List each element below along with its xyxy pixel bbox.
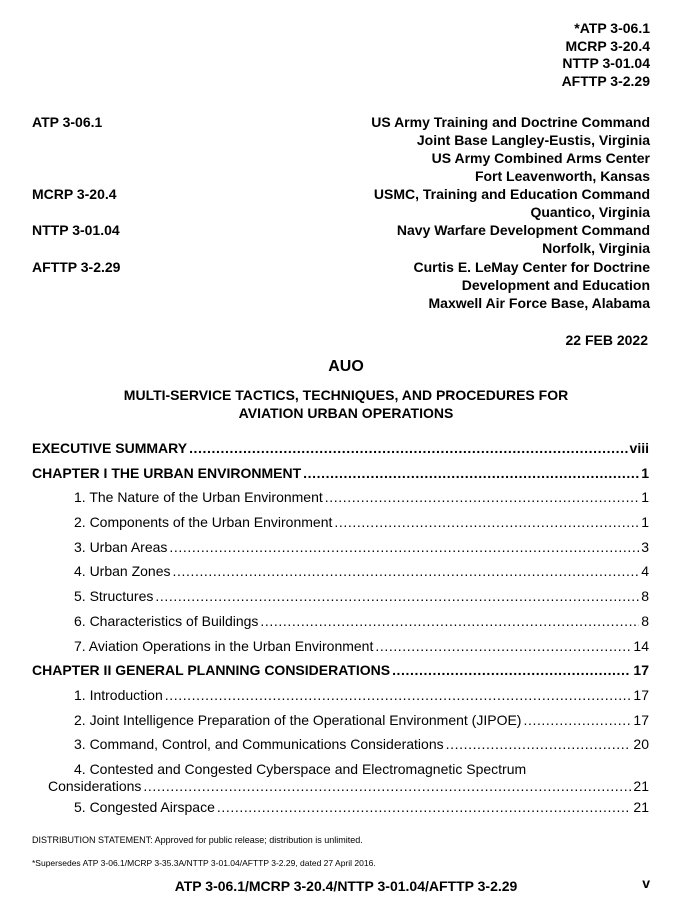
toc-page: 8 [641, 612, 649, 629]
table-of-contents [32, 440, 649, 824]
org-line: US Army Training and Doctrine Command [371, 114, 650, 130]
toc-label: 5. Congested Airspace [74, 798, 215, 815]
toc-page: 21 [633, 798, 649, 815]
toc-page: 17 [633, 662, 649, 679]
pub-number-mcrp: MCRP 3-20.4 [565, 37, 650, 54]
org-line: Fort Leavenworth, Kansas [474, 168, 650, 184]
toc-entry[interactable] [32, 588, 649, 613]
toc-leader [392, 662, 631, 678]
pub-number-nttp: NTTP 3-01.04 [562, 55, 650, 71]
toc-leader [260, 613, 639, 629]
toc-label: 2. Components of the Urban Environment [74, 514, 333, 531]
publication-numbers [562, 20, 650, 90]
toc-label: CHAPTER II GENERAL PLANNING CONSIDERATIONS [32, 662, 391, 679]
toc-leader [325, 489, 639, 505]
toc-label: 2. Joint Intelligence Preparation of the Operational Environment (JIPOE) [74, 711, 522, 728]
toc-label: 4. Urban Zones [74, 563, 171, 580]
toc-entry-executive-summary[interactable] [32, 440, 649, 465]
org-block-usmc [374, 185, 650, 221]
toc-entry[interactable] [32, 736, 649, 761]
toc-leader [303, 465, 639, 481]
toc-label: 6. Characteristics of Buildings [74, 612, 259, 629]
page-footer: ATP 3-06.1/MCRP 3-20.4/NTTP 3-01.04/AFTTP 3-2.29 [174, 878, 518, 894]
toc-entry[interactable] [32, 489, 649, 514]
org-line: Development and Education [461, 277, 650, 293]
toc-leader [334, 514, 639, 530]
pub-number-atp: *ATP 3-06.1 [574, 20, 650, 36]
toc-page: 21 [633, 777, 649, 794]
toc-page: 1 [641, 514, 649, 531]
org-line: Navy Warfare Development Command [396, 222, 650, 238]
toc-leader [169, 539, 639, 555]
org-block-navy [397, 221, 650, 257]
toc-label: 3. Urban Areas [74, 538, 168, 555]
org-pub-atp: ATP 3-06.1 [32, 114, 103, 130]
toc-entry[interactable] [32, 761, 649, 795]
toc-page: 17 [633, 686, 649, 703]
org-line: Norfolk, Virginia [542, 240, 650, 256]
toc-entry[interactable] [32, 687, 649, 712]
org-pub-nttp: NTTP 3-01.04 [32, 222, 120, 238]
org-line: Maxwell Air Force Base, Alabama [428, 295, 650, 311]
toc-label: 1. Introduction [74, 686, 163, 703]
long-title [0, 386, 692, 422]
toc-page: 4 [641, 563, 649, 580]
org-block-airforce [414, 258, 651, 312]
short-title: AUO [328, 358, 364, 375]
org-line: USMC, Training and Education Command [373, 186, 650, 202]
org-pub-mcrp: MCRP 3-20.4 [32, 186, 117, 202]
toc-label: 7. Aviation Operations in the Urban Environment [74, 637, 374, 654]
toc-label: 3. Command, Control, and Communications Considerations [74, 736, 444, 753]
org-line: Joint Base Langley-Eustis, Virginia [416, 132, 650, 148]
supersedes-note: *Supersedes ATP 3-06.1/MCRP 3-35.3A/NTTP 3-01.04/AFTTP 3-2.29, dated 27 April 2016. [32, 858, 376, 868]
pub-number-afttp: AFTTP 3-2.29 [561, 72, 650, 89]
toc-leader [173, 563, 640, 579]
toc-leader [446, 736, 632, 752]
toc-page: 8 [641, 588, 649, 605]
page-number: v [642, 875, 650, 891]
toc-entry[interactable] [32, 712, 649, 737]
toc-entry[interactable] [32, 563, 649, 588]
toc-page: 3 [641, 538, 649, 555]
toc-entry-chapter-1[interactable] [32, 465, 649, 490]
org-line: US Army Combined Arms Center [431, 150, 650, 166]
toc-page: 20 [633, 736, 649, 753]
toc-leader [189, 440, 627, 456]
toc-page: 1 [641, 489, 649, 506]
org-line: Curtis E. LeMay Center for Doctrine [413, 259, 650, 275]
toc-leader [523, 712, 631, 728]
toc-page: 1 [641, 464, 649, 481]
toc-label: Considerations [48, 777, 142, 794]
toc-page: viii [629, 440, 649, 456]
toc-label: 4. Contested and Congested Cyberspace and Electromagnetic Spectrum [74, 760, 527, 777]
long-title-line: MULTI-SERVICE TACTICS, TECHNIQUES, AND PROCEDURES FOR [123, 387, 569, 403]
toc-entry[interactable] [32, 799, 649, 824]
toc-leader [143, 778, 631, 795]
org-block-army [371, 113, 650, 185]
toc-entry[interactable] [32, 638, 649, 663]
org-pub-afttp: AFTTP 3-2.29 [32, 259, 121, 275]
toc-label: CHAPTER I THE URBAN ENVIRONMENT [32, 464, 302, 481]
toc-leader [375, 638, 631, 654]
toc-leader [165, 687, 632, 703]
org-line: Quantico, Virginia [530, 204, 650, 220]
toc-page: 17 [633, 711, 649, 728]
toc-entry[interactable] [32, 613, 649, 638]
distribution-statement: DISTRIBUTION STATEMENT: Approved for public release; distribution is unlimited. [32, 835, 363, 845]
long-title-line: AVIATION URBAN OPERATIONS [238, 405, 454, 421]
toc-entry[interactable] [32, 539, 649, 564]
toc-leader [155, 588, 639, 604]
toc-label: EXECUTIVE SUMMARY [32, 440, 188, 456]
toc-label: 5. Structures [74, 588, 154, 605]
toc-label: 1. The Nature of the Urban Environment [74, 489, 323, 506]
toc-leader [217, 799, 632, 815]
publication-date: 22 FEB 2022 [565, 332, 648, 348]
toc-entry-chapter-2[interactable] [32, 662, 649, 687]
toc-entry[interactable] [32, 514, 649, 539]
toc-page: 14 [633, 637, 649, 654]
